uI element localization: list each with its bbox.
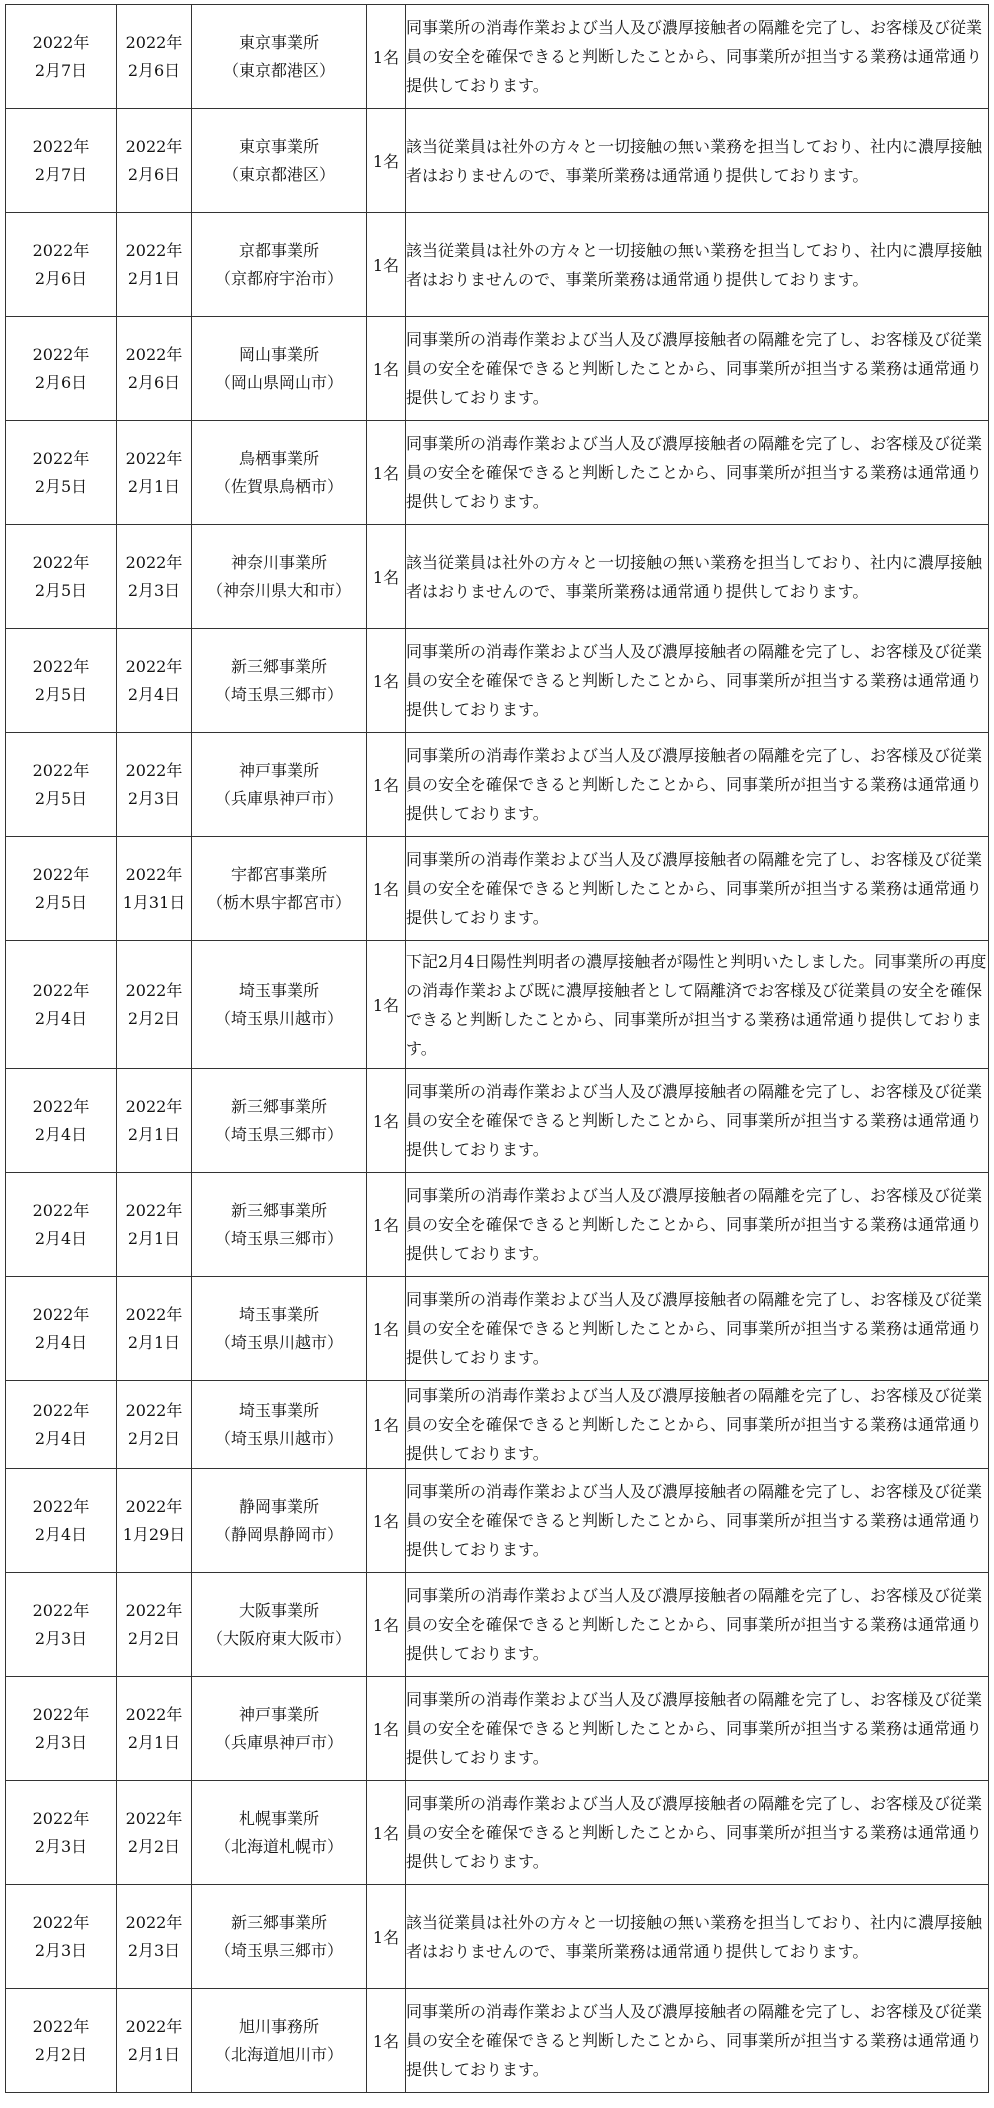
public-date-year: 2022年: [32, 1808, 90, 1828]
positive-date-day: 2月1日: [127, 2044, 181, 2064]
public-date-year: 2022年: [32, 1600, 90, 1620]
positive-date-year: 2022年: [125, 1096, 183, 1116]
office-cell: [192, 1885, 367, 1989]
office-location: （兵庫県神戸市）: [214, 1732, 343, 1752]
public-date-year: 2022年: [32, 240, 90, 260]
office-location: （兵庫県神戸市）: [214, 788, 343, 808]
person-count-cell: 1名: [367, 109, 406, 213]
positive-date-day: 2月2日: [127, 1836, 181, 1856]
status-note-text: 該当従業員は社外の方々と一切接触の無い業務を担当しており、社内に濃厚接触者はおりませんので、事業所業務は通常通り提供しております。: [406, 136, 983, 185]
public-date-year: 2022年: [32, 344, 90, 364]
status-note-cell: [406, 5, 989, 109]
person-count-cell: 1名: [367, 1781, 406, 1885]
status-note-cell: [406, 1469, 989, 1573]
public-date-cell: [6, 941, 117, 1069]
status-note-text: 同事業所の消毒作業および当人及び濃厚接触者の隔離を完了し、お客様及び従業員の安全を確保できると判断したことから、同事業所が担当する業務は通常通り提供しております。: [406, 1794, 983, 1871]
positive-date-day: 2月3日: [127, 580, 181, 600]
office-cell: [192, 1469, 367, 1573]
positive-date-cell: [117, 837, 192, 941]
positive-date-year: 2022年: [125, 344, 183, 364]
positive-date-day: 2月1日: [127, 268, 181, 288]
office-location: （岡山県岡山市）: [214, 372, 343, 392]
public-date-year: 2022年: [32, 656, 90, 676]
positive-date-day: 2月1日: [127, 1228, 181, 1248]
positive-date-cell: [117, 733, 192, 837]
public-date-cell: [6, 837, 117, 941]
person-count-cell: 1名: [367, 1885, 406, 1989]
status-note-cell: [406, 1069, 989, 1173]
office-cell: [192, 837, 367, 941]
person-count-cell: 1名: [367, 1677, 406, 1781]
positive-date-year: 2022年: [125, 1600, 183, 1620]
office-cell: [192, 5, 367, 109]
positive-date-cell: [117, 1885, 192, 1989]
positive-date-year: 2022年: [125, 656, 183, 676]
office-cell: [192, 1989, 367, 2093]
positive-date-cell: [117, 1069, 192, 1173]
office-cell: [192, 1781, 367, 1885]
status-note-cell: [406, 213, 989, 317]
office-cell: [192, 421, 367, 525]
status-note-cell: [406, 837, 989, 941]
person-count-cell: 1名: [367, 733, 406, 837]
office-location: （埼玉県川越市）: [214, 1428, 343, 1448]
positive-date-cell: [117, 317, 192, 421]
office-location: （埼玉県三郷市）: [214, 1940, 343, 1960]
public-date-year: 2022年: [32, 1304, 90, 1324]
positive-date-day: 1月31日: [122, 892, 186, 912]
public-date-cell: [6, 1277, 117, 1381]
status-note-cell: [406, 317, 989, 421]
public-date-day: 2月4日: [34, 1524, 88, 1544]
status-note-text: 該当従業員は社外の方々と一切接触の無い業務を担当しており、社内に濃厚接触者はおりませんので、事業所業務は通常通り提供しております。: [406, 552, 983, 601]
positive-date-year: 2022年: [125, 864, 183, 884]
office-cell: [192, 629, 367, 733]
office-name: 神奈川事業所: [230, 552, 327, 572]
positive-date-year: 2022年: [125, 1304, 183, 1324]
public-date-day: 2月4日: [34, 1124, 88, 1144]
status-note-text: 同事業所の消毒作業および当人及び濃厚接触者の隔離を完了し、お客様及び従業員の安全を確保できると判断したことから、同事業所が担当する業務は通常通り提供しております。: [406, 1386, 983, 1463]
positive-date-year: 2022年: [125, 448, 183, 468]
person-count-cell: 1名: [367, 1173, 406, 1277]
table-row: [6, 525, 989, 629]
office-location: （大阪府東大阪市）: [206, 1628, 351, 1648]
status-note-cell: [406, 629, 989, 733]
public-date-cell: [6, 1069, 117, 1173]
office-location: （佐賀県鳥栖市）: [214, 476, 343, 496]
public-date-year: 2022年: [32, 760, 90, 780]
public-date-day: 2月4日: [34, 1332, 88, 1352]
public-date-day: 2月3日: [34, 1732, 88, 1752]
positive-date-cell: [117, 1381, 192, 1469]
person-count-cell: 1名: [367, 317, 406, 421]
public-date-year: 2022年: [32, 1912, 90, 1932]
status-note-cell: [406, 1781, 989, 1885]
public-date-cell: [6, 629, 117, 733]
positive-date-cell: [117, 1573, 192, 1677]
table-row: [6, 1989, 989, 2093]
table-body: [6, 5, 989, 2093]
status-note-text: 同事業所の消毒作業および当人及び濃厚接触者の隔離を完了し、お客様及び従業員の安全を確保できると判断したことから、同事業所が担当する業務は通常通り提供しております。: [406, 18, 983, 95]
table-row: [6, 1885, 989, 1989]
public-date-day: 2月7日: [34, 60, 88, 80]
status-note-text: 同事業所の消毒作業および当人及び濃厚接触者の隔離を完了し、お客様及び従業員の安全を確保できると判断したことから、同事業所が担当する業務は通常通り提供しております。: [406, 1082, 983, 1159]
office-name: 新三郷事業所: [230, 1096, 327, 1116]
public-date-year: 2022年: [32, 1400, 90, 1420]
positive-date-cell: [117, 1677, 192, 1781]
status-note-text: 下記2月4日陽性判明者の濃厚接触者が陽性と判明いたしました。同事業所の再度の消毒作業および既に濃厚接触者として隔離済でお客様及び従業員の安全を確保できると判断したことから、同事業所が担当する業務は通常通り提供しております。: [406, 951, 987, 1058]
positive-date-year: 2022年: [125, 136, 183, 156]
office-cell: [192, 109, 367, 213]
office-name: 神戸事業所: [238, 760, 319, 780]
public-date-day: 2月2日: [34, 2044, 88, 2064]
office-location: （神奈川県大和市）: [206, 580, 351, 600]
positive-date-cell: [117, 1781, 192, 1885]
table-row: [6, 733, 989, 837]
public-date-day: 2月6日: [34, 372, 88, 392]
office-location: （栃木県宇都宮市）: [206, 892, 351, 912]
public-date-day: 2月3日: [34, 1836, 88, 1856]
office-name: 新三郷事業所: [230, 1200, 327, 1220]
table-container: [5, 4, 989, 2093]
public-date-cell: [6, 109, 117, 213]
office-name: 京都事業所: [238, 240, 319, 260]
public-date-day: 2月5日: [34, 892, 88, 912]
table-row: [6, 421, 989, 525]
office-name: 埼玉事業所: [238, 1400, 319, 1420]
table-row: [6, 1173, 989, 1277]
positive-date-cell: [117, 213, 192, 317]
person-count-cell: 1名: [367, 629, 406, 733]
person-count-cell: 1名: [367, 837, 406, 941]
person-count-cell: 1名: [367, 213, 406, 317]
positive-date-year: 2022年: [125, 1200, 183, 1220]
office-name: 新三郷事業所: [230, 1912, 327, 1932]
status-note-cell: [406, 1885, 989, 1989]
positive-date-day: 2月1日: [127, 476, 181, 496]
positive-date-year: 2022年: [125, 1808, 183, 1828]
office-name: 神戸事業所: [238, 1704, 319, 1724]
table-row: [6, 1277, 989, 1381]
office-location: （埼玉県三郷市）: [214, 684, 343, 704]
public-date-cell: [6, 1573, 117, 1677]
public-date-year: 2022年: [32, 552, 90, 572]
public-date-year: 2022年: [32, 2016, 90, 2036]
positive-date-cell: [117, 1989, 192, 2093]
public-date-cell: [6, 1885, 117, 1989]
office-cell: [192, 1381, 367, 1469]
office-cell: [192, 941, 367, 1069]
office-location: （埼玉県三郷市）: [214, 1124, 343, 1144]
positive-date-cell: [117, 1173, 192, 1277]
positive-date-year: 2022年: [125, 240, 183, 260]
positive-date-day: 1月29日: [122, 1524, 186, 1544]
table-row: [6, 1381, 989, 1469]
public-date-cell: [6, 421, 117, 525]
positive-date-day: 2月6日: [127, 60, 181, 80]
status-note-cell: [406, 1989, 989, 2093]
office-cell: [192, 1573, 367, 1677]
public-date-cell: [6, 1173, 117, 1277]
person-count-cell: 1名: [367, 5, 406, 109]
status-note-text: 同事業所の消毒作業および当人及び濃厚接触者の隔離を完了し、お客様及び従業員の安全を確保できると判断したことから、同事業所が担当する業務は通常通り提供しております。: [406, 746, 983, 823]
office-location: （北海道旭川市）: [214, 2044, 343, 2064]
positive-date-day: 2月6日: [127, 164, 181, 184]
office-name: 鳥栖事業所: [238, 448, 319, 468]
office-location: （京都府宇治市）: [214, 268, 343, 288]
public-date-day: 2月7日: [34, 164, 88, 184]
public-date-cell: [6, 1781, 117, 1885]
positive-date-year: 2022年: [125, 1496, 183, 1516]
status-note-cell: [406, 421, 989, 525]
office-name: 大阪事業所: [238, 1600, 319, 1620]
public-date-day: 2月6日: [34, 268, 88, 288]
positive-date-cell: [117, 5, 192, 109]
public-date-day: 2月4日: [34, 1008, 88, 1028]
table-row: [6, 213, 989, 317]
table-row: [6, 5, 989, 109]
office-cell: [192, 1069, 367, 1173]
public-date-cell: [6, 525, 117, 629]
public-date-day: 2月4日: [34, 1228, 88, 1248]
office-name: 東京事業所: [238, 32, 319, 52]
status-note-text: 該当従業員は社外の方々と一切接触の無い業務を担当しており、社内に濃厚接触者はおりませんので、事業所業務は通常通り提供しております。: [406, 1912, 983, 1961]
public-date-year: 2022年: [32, 864, 90, 884]
person-count-cell: 1名: [367, 1277, 406, 1381]
positive-date-cell: [117, 421, 192, 525]
office-cell: [192, 1173, 367, 1277]
status-note-cell: [406, 1573, 989, 1677]
person-count-cell: 1名: [367, 1989, 406, 2093]
public-date-year: 2022年: [32, 448, 90, 468]
person-count-cell: 1名: [367, 1069, 406, 1173]
public-date-cell: [6, 1677, 117, 1781]
table-row: [6, 317, 989, 421]
positive-date-year: 2022年: [125, 32, 183, 52]
positive-date-cell: [117, 1277, 192, 1381]
person-count-cell: 1名: [367, 1469, 406, 1573]
public-date-year: 2022年: [32, 32, 90, 52]
positive-date-day: 2月2日: [127, 1628, 181, 1648]
status-note-text: 同事業所の消毒作業および当人及び濃厚接触者の隔離を完了し、お客様及び従業員の安全を確保できると判断したことから、同事業所が担当する業務は通常通り提供しております。: [406, 642, 983, 719]
office-cell: [192, 317, 367, 421]
office-cell: [192, 525, 367, 629]
positive-date-year: 2022年: [125, 1400, 183, 1420]
public-date-cell: [6, 1381, 117, 1469]
status-note-cell: [406, 1277, 989, 1381]
person-count-cell: 1名: [367, 1381, 406, 1469]
status-note-cell: [406, 1173, 989, 1277]
positive-date-cell: [117, 1469, 192, 1573]
office-cell: [192, 213, 367, 317]
office-name: 静岡事業所: [238, 1496, 319, 1516]
public-date-year: 2022年: [32, 1704, 90, 1724]
office-name: 東京事業所: [238, 136, 319, 156]
office-location: （北海道札幌市）: [214, 1836, 343, 1856]
positive-date-year: 2022年: [125, 980, 183, 1000]
person-count-cell: 1名: [367, 941, 406, 1069]
office-location: （東京都港区）: [222, 60, 335, 80]
table-row: [6, 1781, 989, 1885]
office-name: 岡山事業所: [238, 344, 319, 364]
positive-date-day: 2月1日: [127, 1732, 181, 1752]
status-note-cell: [406, 109, 989, 213]
public-date-cell: [6, 317, 117, 421]
office-name: 新三郷事業所: [230, 656, 327, 676]
positive-date-day: 2月2日: [127, 1008, 181, 1028]
positive-date-day: 2月4日: [127, 684, 181, 704]
positive-date-day: 2月6日: [127, 372, 181, 392]
status-note-text: 同事業所の消毒作業および当人及び濃厚接触者の隔離を完了し、お客様及び従業員の安全を確保できると判断したことから、同事業所が担当する業務は通常通り提供しております。: [406, 1690, 983, 1767]
public-date-day: 2月5日: [34, 580, 88, 600]
office-name: 埼玉事業所: [238, 980, 319, 1000]
office-name: 旭川事務所: [238, 2016, 319, 2036]
person-count-cell: 1名: [367, 525, 406, 629]
public-date-day: 2月3日: [34, 1628, 88, 1648]
positive-date-cell: [117, 629, 192, 733]
public-date-year: 2022年: [32, 1096, 90, 1116]
office-location: （埼玉県川越市）: [214, 1008, 343, 1028]
table-row: [6, 1573, 989, 1677]
status-note-text: 同事業所の消毒作業および当人及び濃厚接触者の隔離を完了し、お客様及び従業員の安全を確保できると判断したことから、同事業所が担当する業務は通常通り提供しております。: [406, 1586, 983, 1663]
office-name: 札幌事業所: [238, 1808, 319, 1828]
office-cell: [192, 1677, 367, 1781]
office-location: （東京都港区）: [222, 164, 335, 184]
public-date-day: 2月3日: [34, 1940, 88, 1960]
public-date-year: 2022年: [32, 1496, 90, 1516]
positive-date-year: 2022年: [125, 1704, 183, 1724]
positive-date-day: 2月1日: [127, 1124, 181, 1144]
public-date-cell: [6, 1989, 117, 2093]
positive-date-year: 2022年: [125, 552, 183, 572]
office-location: （静岡県静岡市）: [214, 1524, 343, 1544]
status-note-text: 同事業所の消毒作業および当人及び濃厚接触者の隔離を完了し、お客様及び従業員の安全を確保できると判断したことから、同事業所が担当する業務は通常通り提供しております。: [406, 2002, 983, 2079]
positive-date-year: 2022年: [125, 1912, 183, 1932]
public-date-year: 2022年: [32, 1200, 90, 1220]
positive-date-day: 2月3日: [127, 1940, 181, 1960]
positive-date-cell: [117, 109, 192, 213]
status-note-text: 同事業所の消毒作業および当人及び濃厚接触者の隔離を完了し、お客様及び従業員の安全を確保できると判断したことから、同事業所が担当する業務は通常通り提供しております。: [406, 850, 983, 927]
person-count-cell: 1名: [367, 421, 406, 525]
table-row: [6, 941, 989, 1069]
public-date-day: 2月5日: [34, 684, 88, 704]
status-note-text: 同事業所の消毒作業および当人及び濃厚接触者の隔離を完了し、お客様及び従業員の安全を確保できると判断したことから、同事業所が担当する業務は通常通り提供しております。: [406, 1482, 983, 1559]
office-cell: [192, 733, 367, 837]
status-note-text: 該当従業員は社外の方々と一切接触の無い業務を担当しており、社内に濃厚接触者はおりませんので、事業所業務は通常通り提供しております。: [406, 240, 983, 289]
public-date-cell: [6, 733, 117, 837]
office-location: （埼玉県川越市）: [214, 1332, 343, 1352]
public-date-day: 2月5日: [34, 788, 88, 808]
table-row: [6, 1677, 989, 1781]
positive-date-day: 2月3日: [127, 788, 181, 808]
public-date-cell: [6, 1469, 117, 1573]
status-note-text: 同事業所の消毒作業および当人及び濃厚接触者の隔離を完了し、お客様及び従業員の安全を確保できると判断したことから、同事業所が担当する業務は通常通り提供しております。: [406, 1186, 983, 1263]
status-note-cell: [406, 1677, 989, 1781]
positive-date-day: 2月2日: [127, 1428, 181, 1448]
public-date-day: 2月5日: [34, 476, 88, 496]
status-note-text: 同事業所の消毒作業および当人及び濃厚接触者の隔離を完了し、お客様及び従業員の安全を確保できると判断したことから、同事業所が担当する業務は通常通り提供しております。: [406, 330, 983, 407]
status-note-cell: [406, 1381, 989, 1469]
public-date-cell: [6, 5, 117, 109]
infection-report-table: [5, 4, 989, 2093]
table-row: [6, 1469, 989, 1573]
status-note-cell: [406, 941, 989, 1069]
positive-date-day: 2月1日: [127, 1332, 181, 1352]
table-row: [6, 837, 989, 941]
table-row: [6, 109, 989, 213]
positive-date-year: 2022年: [125, 760, 183, 780]
status-note-cell: [406, 525, 989, 629]
public-date-year: 2022年: [32, 136, 90, 156]
positive-date-year: 2022年: [125, 2016, 183, 2036]
office-name: 埼玉事業所: [238, 1304, 319, 1324]
status-note-text: 同事業所の消毒作業および当人及び濃厚接触者の隔離を完了し、お客様及び従業員の安全を確保できると判断したことから、同事業所が担当する業務は通常通り提供しております。: [406, 434, 983, 511]
status-note-cell: [406, 733, 989, 837]
office-location: （埼玉県三郷市）: [214, 1228, 343, 1248]
office-cell: [192, 1277, 367, 1381]
person-count-cell: 1名: [367, 1573, 406, 1677]
positive-date-cell: [117, 525, 192, 629]
public-date-day: 2月4日: [34, 1428, 88, 1448]
table-row: [6, 1069, 989, 1173]
public-date-year: 2022年: [32, 980, 90, 1000]
positive-date-cell: [117, 941, 192, 1069]
public-date-cell: [6, 213, 117, 317]
table-row: [6, 629, 989, 733]
status-note-text: 同事業所の消毒作業および当人及び濃厚接触者の隔離を完了し、お客様及び従業員の安全を確保できると判断したことから、同事業所が担当する業務は通常通り提供しております。: [406, 1290, 983, 1367]
office-name: 宇都宮事業所: [230, 864, 327, 884]
